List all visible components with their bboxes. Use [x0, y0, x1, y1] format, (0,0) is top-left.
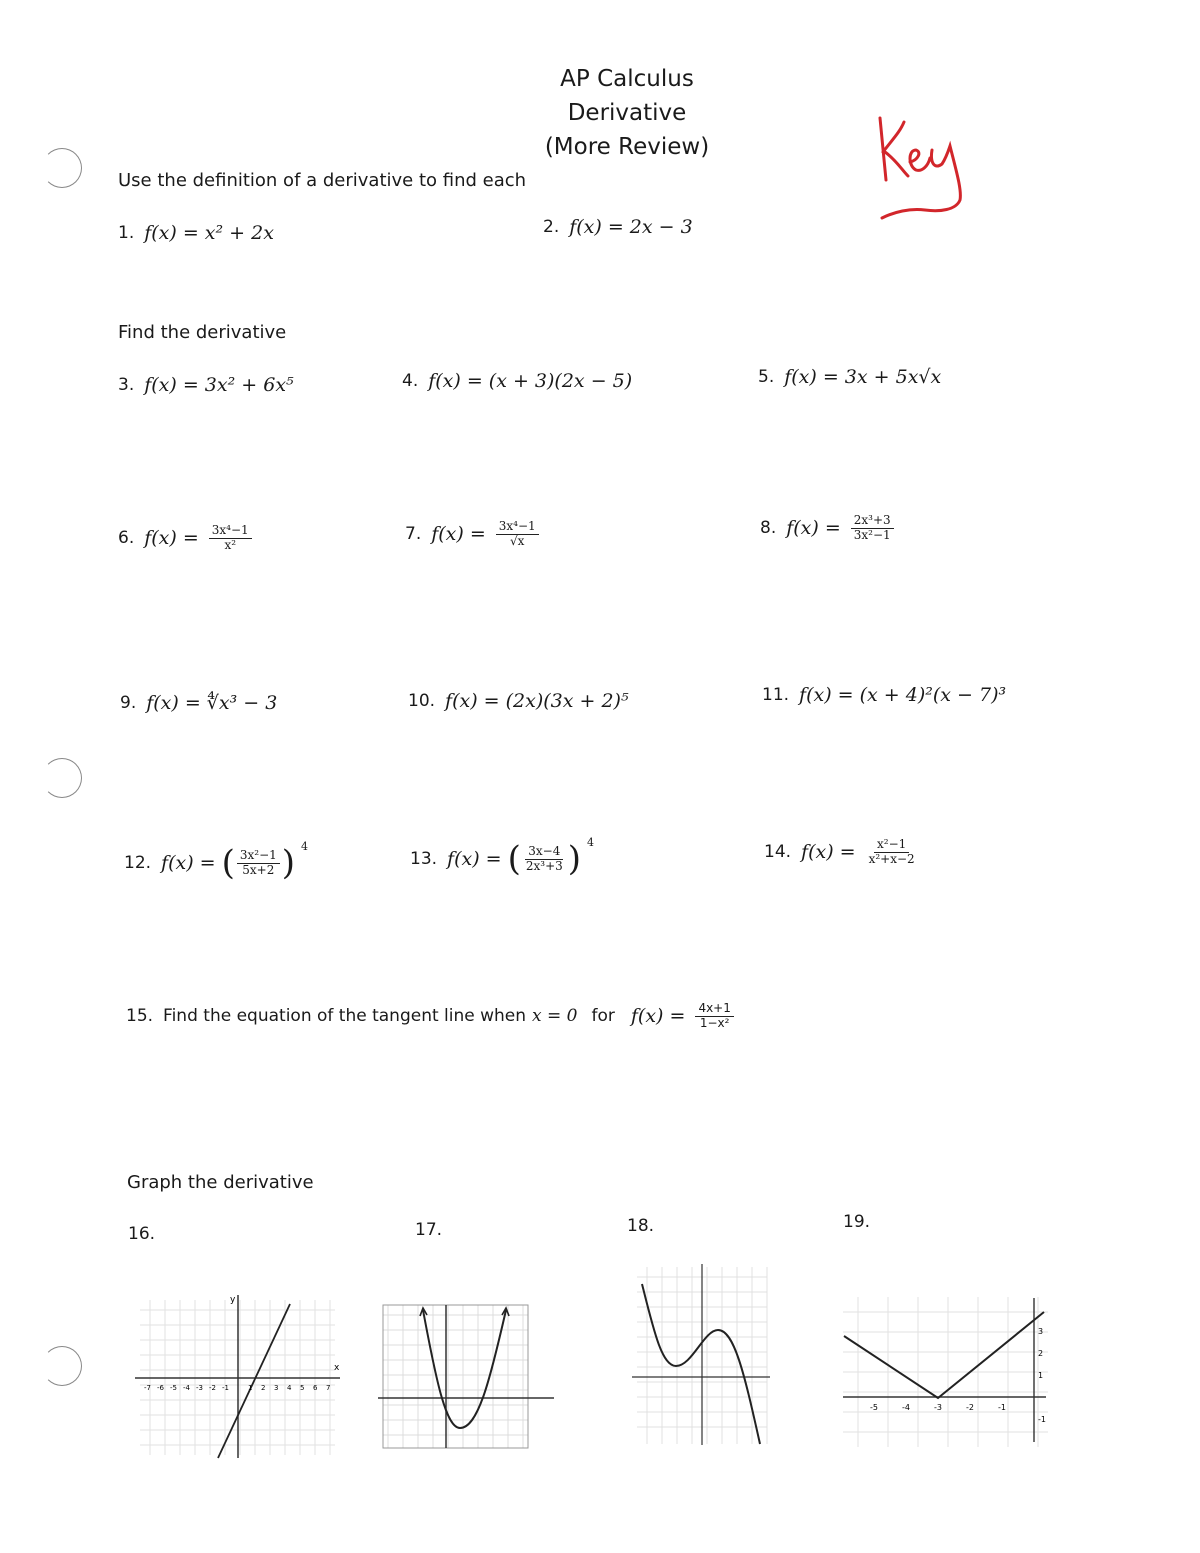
graph-16-x-tick-label: 4 — [287, 1384, 292, 1392]
graph-18 — [632, 1262, 772, 1447]
problem-number: 8. — [760, 518, 777, 539]
problem-lhs: f(x) = — [786, 517, 841, 540]
problem-expression: f(x) = (x + 4)²(x − 7)³ — [799, 684, 1007, 706]
problem-10 — [408, 690, 629, 712]
problem-4 — [402, 370, 632, 392]
close-paren: ) — [567, 839, 582, 879]
graph-16 — [130, 1290, 345, 1460]
problem-for: for — [591, 1006, 615, 1027]
graph-19 — [838, 1292, 1053, 1452]
problem-expression: f(x) = 3x² + 6x⁵ — [144, 374, 294, 396]
problem-number: 15. — [126, 1006, 154, 1027]
problem-12 — [124, 840, 309, 883]
problem-8 — [760, 514, 894, 543]
denominator: x²+x−2 — [868, 851, 915, 866]
denominator: 2x³+3 — [525, 858, 563, 873]
problem-lhs: f(x) = — [431, 523, 486, 546]
denominator: 1−x² — [699, 1015, 730, 1030]
graph-16-x-tick-label: -1 — [222, 1384, 229, 1392]
title-line-topic: Derivative — [567, 100, 687, 126]
problem-15 — [126, 1002, 734, 1031]
problem-2 — [543, 216, 693, 238]
problem-expression: f(x) = ∜x³ − 3 — [146, 692, 278, 714]
graph-16-y-label: y — [230, 1295, 236, 1305]
section-find-heading: Find the derivative — [118, 322, 287, 343]
graph-19-x-tick-label: -5 — [870, 1403, 878, 1412]
graph-16-x-tick-label: 1 — [248, 1384, 253, 1392]
exponent: 4 — [587, 836, 595, 849]
problem-lhs: f(x) = — [447, 848, 502, 870]
problem-number: 3. — [118, 375, 135, 395]
graph-19-grid — [843, 1297, 1048, 1447]
denominator: 5x+2 — [242, 862, 275, 877]
graph-19-y-tick-label: 2 — [1038, 1349, 1044, 1358]
problem-condition: x = 0 — [532, 1006, 578, 1027]
problem-expression: f(x) = (2x)(3x + 2)⁵ — [445, 690, 629, 712]
graph-16-x-tick-label: -4 — [183, 1384, 190, 1392]
graph-16-x-tick-label: -3 — [196, 1384, 203, 1392]
problem-number: 1. — [118, 223, 135, 243]
fraction — [237, 849, 280, 878]
problem-6 — [118, 524, 252, 553]
graph-16-x-tick-label: -6 — [157, 1384, 164, 1392]
graph-19-y-tick-label: 3 — [1038, 1327, 1044, 1336]
problem-number: 12. — [124, 853, 152, 873]
graph-19-x-tick-label: -4 — [902, 1403, 910, 1412]
exponent: 4 — [301, 840, 309, 853]
answer-key-mark — [870, 100, 990, 225]
graph-17-label: 17. — [415, 1220, 443, 1240]
graph-16-x-tick-label: -7 — [144, 1384, 151, 1392]
graph-18-cubic-curve — [642, 1284, 760, 1444]
numerator: 2x³+3 — [851, 514, 894, 529]
section-definition-heading: Use the definition of a derivative to find each — [118, 170, 527, 191]
problem-1 — [118, 222, 274, 244]
open-paren: ( — [507, 839, 521, 879]
problem-text: Find the equation of the tangent line when — [163, 1006, 527, 1027]
graph-19-y-tick-label: -1 — [1038, 1415, 1046, 1424]
problem-expression: f(x) = 2x − 3 — [569, 216, 693, 238]
section-graph-heading: Graph the derivative — [127, 1172, 314, 1193]
fraction — [695, 1002, 733, 1031]
problem-lhs: f(x) = — [144, 527, 199, 550]
problem-expression: f(x) = (x + 3)(2x − 5) — [428, 370, 633, 392]
problem-lhs: f(x) = — [630, 1005, 686, 1028]
close-paren: ) — [281, 843, 296, 883]
fraction — [523, 845, 566, 874]
graph-16-x-tick-label: 7 — [326, 1384, 331, 1392]
numerator: 3x−4 — [525, 845, 563, 860]
fraction — [209, 524, 252, 553]
binder-hole-top — [42, 148, 82, 188]
numerator: 3x⁴−1 — [496, 520, 539, 535]
graph-18-label: 18. — [627, 1216, 655, 1236]
graph-19-x-tick-label: -1 — [998, 1403, 1006, 1412]
graph-16-x-tick-label: 3 — [274, 1384, 279, 1392]
numerator: 3x⁴−1 — [209, 524, 252, 539]
numerator: x²−1 — [874, 838, 909, 853]
numerator: 3x²−1 — [237, 849, 280, 864]
graph-19-x-tick-label: -3 — [934, 1403, 942, 1412]
graph-16-x-tick-label: 6 — [313, 1384, 318, 1392]
problem-3 — [118, 374, 294, 396]
graph-19-ticks — [870, 1327, 1046, 1424]
problem-number: 6. — [118, 528, 135, 549]
problem-number: 4. — [402, 371, 419, 391]
problem-number: 10. — [408, 691, 436, 711]
graph-19-label: 19. — [843, 1212, 871, 1232]
title-line-course: AP Calculus — [560, 66, 694, 92]
graph-16-x-tick-label: 2 — [261, 1384, 266, 1392]
graph-16-function-line — [218, 1304, 290, 1458]
denominator: x² — [224, 537, 237, 552]
problem-number: 14. — [764, 842, 792, 863]
graph-16-label: 16. — [128, 1224, 156, 1244]
graph-16-x-tick-label: -5 — [170, 1384, 177, 1392]
problem-5 — [758, 366, 941, 388]
problem-expression: f(x) = 3x + 5x√x — [784, 366, 942, 388]
numerator: 4x+1 — [695, 1002, 733, 1017]
problem-lhs: f(x) = — [801, 841, 856, 864]
fraction — [851, 514, 894, 543]
graph-19-y-tick-label: 1 — [1038, 1371, 1044, 1380]
problem-number: 9. — [120, 693, 137, 713]
page-title — [477, 62, 777, 164]
problem-number: 11. — [762, 685, 790, 705]
graph-16-x-label: x — [334, 1363, 340, 1373]
problem-11 — [762, 684, 1006, 706]
problem-number: 5. — [758, 367, 775, 387]
graph-19-v-curve — [844, 1312, 1044, 1398]
problem-number: 2. — [543, 217, 560, 237]
problem-number: 7. — [405, 524, 422, 545]
problem-lhs: f(x) = — [161, 852, 216, 874]
fraction — [866, 838, 918, 867]
binder-hole-middle — [42, 758, 82, 798]
graph-19-x-tick-label: -2 — [966, 1403, 974, 1412]
graph-16-x-tick-label: 5 — [300, 1384, 305, 1392]
problem-number: 13. — [410, 849, 438, 869]
problem-7 — [405, 520, 539, 549]
graph-17 — [378, 1300, 558, 1450]
graph-16-x-tick-label: -2 — [209, 1384, 216, 1392]
denominator: √x — [510, 533, 525, 548]
graph-17-parabola — [423, 1310, 506, 1428]
problem-14 — [764, 838, 918, 867]
open-paren: ( — [221, 843, 235, 883]
problem-expression: f(x) = x² + 2x — [144, 222, 274, 244]
fraction — [496, 520, 539, 549]
title-line-subtitle: (More Review) — [544, 134, 710, 160]
problem-9 — [120, 692, 277, 714]
binder-hole-bottom — [42, 1346, 82, 1386]
denominator: 3x²−1 — [853, 527, 891, 542]
problem-13 — [410, 836, 595, 879]
